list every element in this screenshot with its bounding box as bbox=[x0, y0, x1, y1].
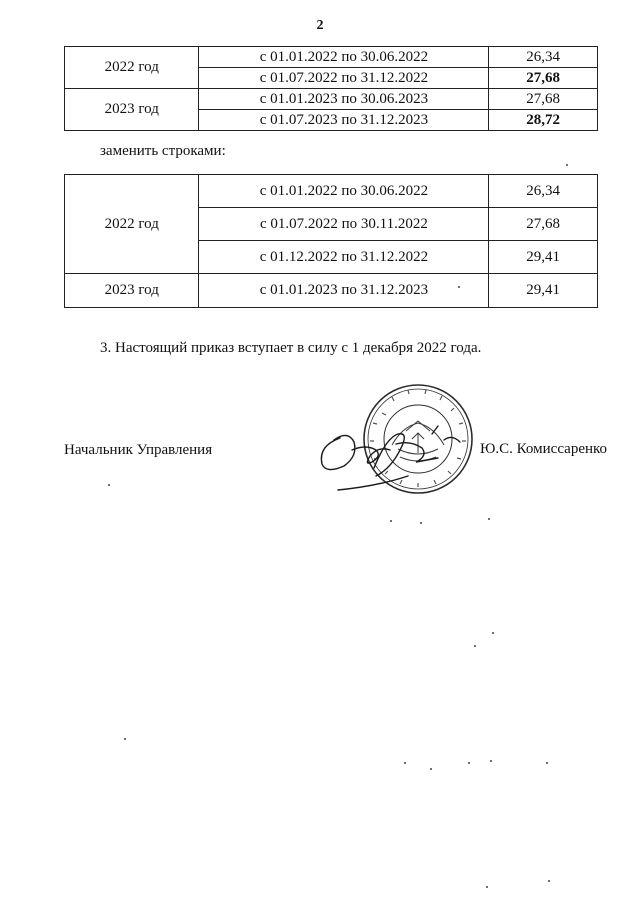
old-tariff-table bbox=[64, 46, 598, 131]
value-cell: 29,41 bbox=[489, 241, 598, 274]
table-row bbox=[65, 47, 598, 68]
period-cell: с 01.07.2022 по 31.12.2022 bbox=[199, 68, 489, 89]
signature-icon bbox=[312, 410, 482, 500]
value-cell: 29,41 bbox=[489, 274, 598, 308]
value-cell: 26,34 bbox=[489, 47, 598, 68]
table-row bbox=[65, 274, 598, 308]
period-cell: с 01.12.2022 по 31.12.2022 bbox=[199, 241, 489, 274]
period-cell: с 01.01.2022 по 30.06.2022 bbox=[199, 47, 489, 68]
period-cell: с 01.01.2023 по 30.06.2023 bbox=[199, 89, 489, 110]
new-tariff-table bbox=[64, 174, 598, 308]
table-row bbox=[65, 175, 598, 208]
value-cell: 28,72 bbox=[489, 110, 598, 131]
replace-label: заменить строками: bbox=[100, 143, 226, 159]
year-cell: 2023 год bbox=[65, 274, 199, 308]
value-cell: 26,34 bbox=[489, 175, 598, 208]
value-cell: 27,68 bbox=[489, 68, 598, 89]
value-cell: 27,68 bbox=[489, 208, 598, 241]
page-number: 2 bbox=[316, 18, 324, 33]
year-cell: 2023 год bbox=[65, 89, 199, 131]
signer-name: Ю.С. Комиссаренко bbox=[480, 441, 608, 457]
year-cell: 2022 год bbox=[65, 175, 199, 274]
table-row bbox=[65, 89, 598, 110]
period-cell: с 01.01.2022 по 30.06.2022 bbox=[199, 175, 489, 208]
value-cell: 27,68 bbox=[489, 89, 598, 110]
period-cell: с 01.07.2023 по 31.12.2023 bbox=[199, 110, 489, 131]
period-cell: с 01.07.2022 по 30.11.2022 bbox=[199, 208, 489, 241]
clause-3-text: 3. Настоящий приказ вступает в силу с 1 декабря 2022 года. bbox=[100, 340, 482, 356]
year-cell: 2022 год bbox=[65, 47, 199, 89]
signer-title: Начальник Управления bbox=[64, 442, 213, 458]
period-cell: с 01.01.2023 по 31.12.2023 bbox=[199, 274, 489, 308]
